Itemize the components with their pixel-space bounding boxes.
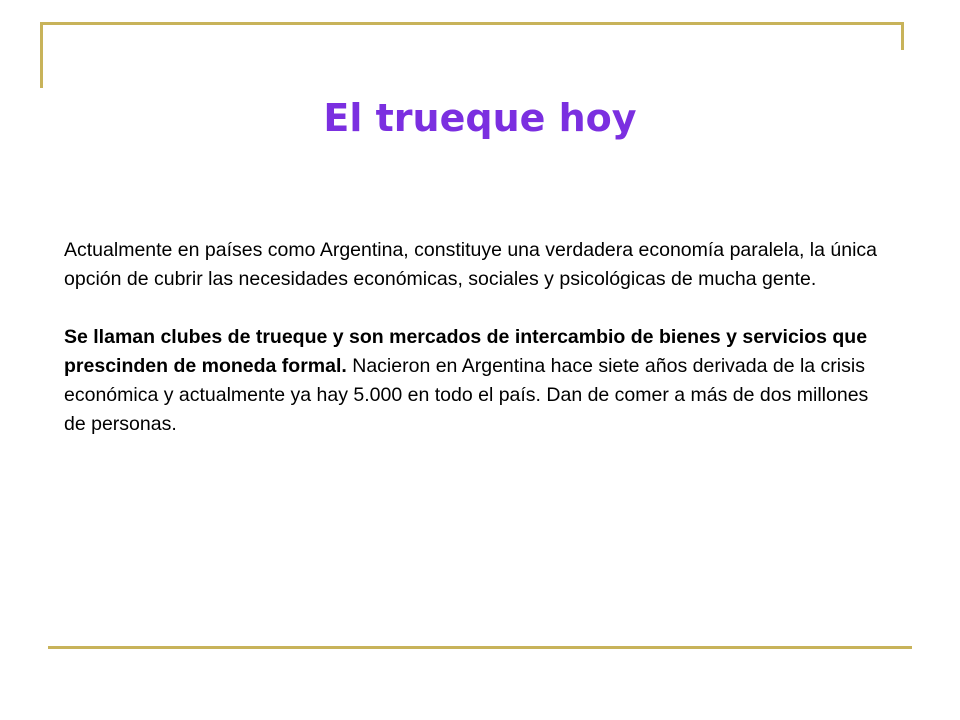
paragraph-clubs-rest: Nacieron en Argentina hace siete años derivada de la crisis económica y actualmente ya hay 5.000 en todo el país. Dan de comer a más de dos millones de personas.	[64, 355, 869, 435]
paragraph-intro: Actualmente en países como Argentina, constituye una verdadera economía paralela, la única opción de cubrir las necesidades económicas, sociales y psicológicas de mucha gente.	[64, 239, 878, 290]
frame-right-line	[901, 22, 904, 50]
slide-body	[64, 236, 894, 439]
paragraph-clubs-bold: Se llaman clubes de trueque y son mercados de intercambio de bienes y servicios que prescinden de moneda formal.	[64, 326, 868, 377]
slide-title: El trueque hoy	[323, 96, 637, 140]
frame-left-line	[40, 22, 43, 88]
paragraph-clubs	[64, 323, 894, 439]
paragraph-spacer	[64, 294, 894, 323]
frame-bottom-line	[48, 646, 912, 649]
frame-top-line	[40, 22, 904, 25]
